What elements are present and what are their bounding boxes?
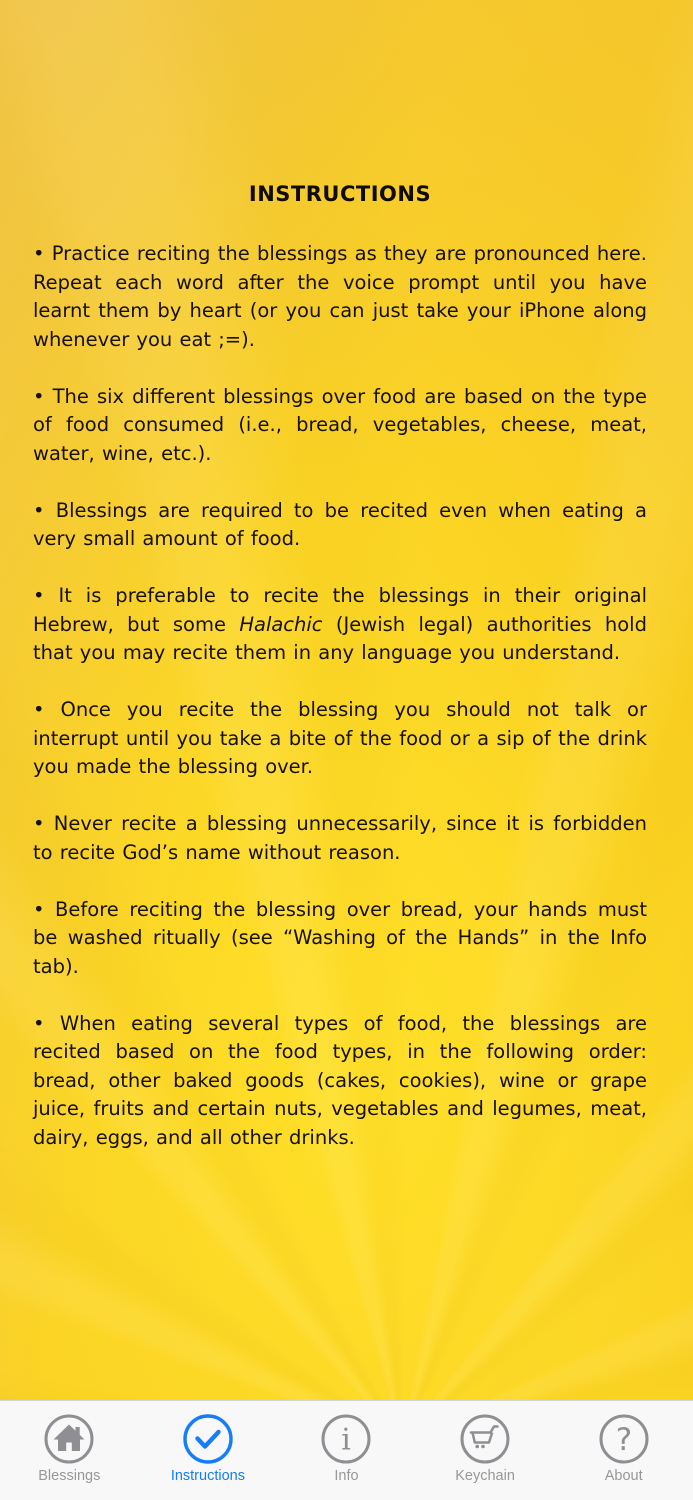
- cart-icon: [459, 1413, 511, 1465]
- instruction-paragraph: • Practice reciting the blessings as they are pronounced here. Repeat each word after the voice prompt until you have learnt them by heart (or you can just take your iPhone along whenever you eat ;=).: [33, 242, 647, 351]
- instructions-list: [33, 240, 647, 1152]
- tab-about[interactable]: [554, 1401, 693, 1500]
- info-icon: [320, 1413, 372, 1465]
- tab-label: Blessings: [38, 1468, 101, 1484]
- svg-text:?: ?: [615, 1422, 632, 1458]
- tab-label: Instructions: [170, 1468, 245, 1484]
- tab-bar: [0, 1400, 693, 1500]
- tab-blessings[interactable]: [0, 1401, 139, 1500]
- tab-info[interactable]: [277, 1401, 416, 1500]
- instruction-paragraph: • Never recite a blessing unnecessarily, since it is forbidden to recite God’s name without reason.: [33, 812, 647, 864]
- question-icon: [598, 1413, 650, 1465]
- instruction-paragraph: • Blessings are required to be recited even when eating a very small amount of food.: [33, 498, 647, 550]
- tab-label: Keychain: [455, 1468, 515, 1484]
- tab-label: Info: [334, 1468, 359, 1484]
- svg-text:i: i: [341, 1422, 352, 1458]
- instruction-paragraph: • The six different blessings over food are based on the type of food consumed (i.e., bread, vegetables, cheese, meat, water, wine, etc.).: [33, 384, 647, 465]
- tab-keychain[interactable]: [416, 1401, 555, 1500]
- tab-label: About: [604, 1468, 643, 1484]
- tab-instructions[interactable]: [139, 1401, 278, 1500]
- instruction-paragraph: • It is preferable to recite the blessings in their original Hebrew, but some Halachic (Jewish legal) authorities hold that you may recite them in any language you understand.: [33, 584, 647, 664]
- instruction-paragraph: • Once you recite the blessing you should not talk or interrupt until you take a bite of the food or a sip of the drink you made the blessing over.: [33, 698, 647, 778]
- home-icon: [43, 1413, 95, 1465]
- page-title: INSTRUCTIONS: [248, 182, 432, 206]
- instruction-paragraph: • Before reciting the blessing over bread, your hands must be washed ritually (see “Washing of the Hands” in the Info tab).: [33, 897, 647, 978]
- checkmark-circle-icon: [182, 1413, 234, 1465]
- instruction-paragraph: • When eating several types of food, the blessings are recited based on the food types, in the following order: bread, other baked goods (cakes, cookies), wine or grape juice, fruits and certain nuts, vegetables and legumes, meat, dairy, eggs, and all other drinks.: [33, 1011, 647, 1149]
